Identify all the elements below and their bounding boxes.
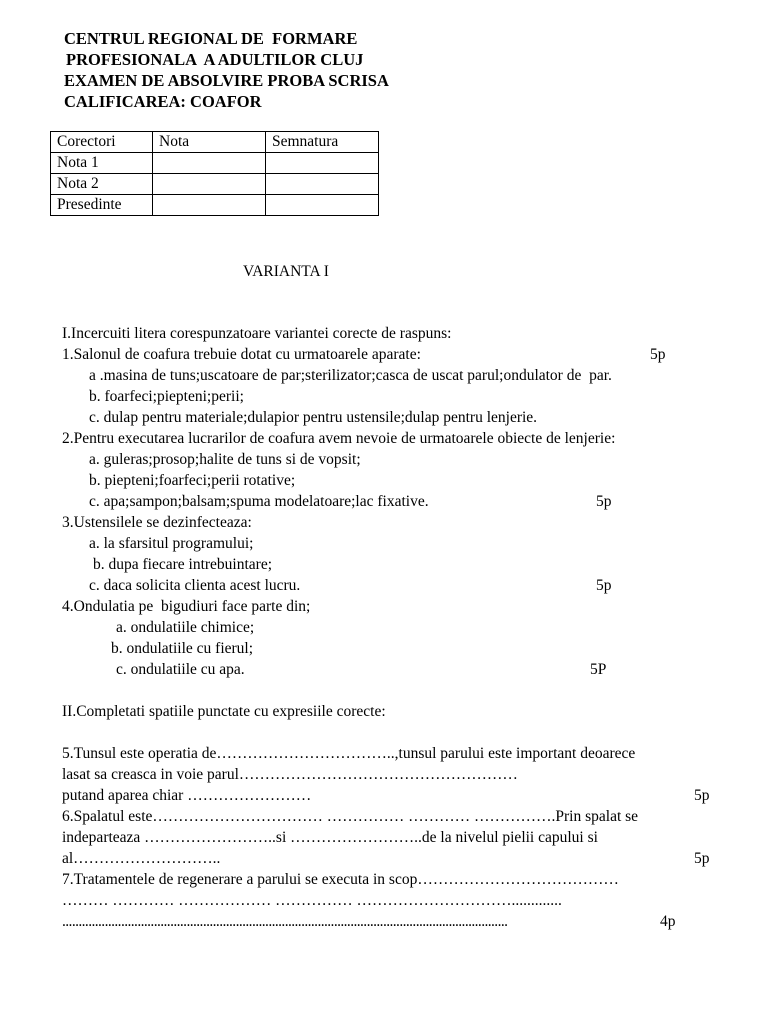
question-5-line2: lasat sa creasca in voie parul……………………………………………… bbox=[62, 766, 518, 783]
question-6-line3: al……………………….. bbox=[62, 850, 221, 867]
question-4-points: 5P bbox=[590, 661, 607, 678]
table-cell bbox=[153, 195, 266, 216]
q1-option-a: a .masina de tuns;uscatoare de par;sterilizator;casca de uscat parul;ondulator de par. bbox=[89, 367, 612, 384]
table-cell: Nota 1 bbox=[51, 153, 153, 174]
table-header: Nota bbox=[153, 132, 266, 153]
section1-instruction: I.Incercuiti litera corespunzatoare variantei corecte de raspuns: bbox=[62, 325, 452, 342]
q2-option-c: c. apa;sampon;balsam;spuma modelatoare;lac fixative. bbox=[89, 493, 429, 510]
q3-option-a: a. la sfarsitul programului; bbox=[89, 535, 254, 552]
table-cell bbox=[266, 174, 379, 195]
table-cell bbox=[266, 153, 379, 174]
q2-option-b: b. piepteni;foarfeci;perii rotative; bbox=[89, 472, 296, 489]
variant-title: VARIANTA I bbox=[243, 263, 329, 280]
question-6-line2: indeparteaza ……………………..si ……………………..de la nivelul pielii capului si bbox=[62, 829, 598, 846]
table-cell: Nota 2 bbox=[51, 174, 153, 195]
q1-option-b: b. foarfeci;piepteni;perii; bbox=[89, 388, 244, 405]
question-2-points: 5p bbox=[596, 493, 612, 510]
question-2: 2.Pentru executarea lucrarilor de coafura avem nevoie de urmatoarele obiecte de lenjerie: bbox=[62, 430, 616, 447]
question-5-points: 5p bbox=[694, 787, 710, 804]
table-header-row bbox=[51, 132, 379, 153]
question-5-line3: putand aparea chiar …………………… bbox=[62, 787, 312, 804]
table-header: Semnatura bbox=[266, 132, 379, 153]
question-3: 3.Ustensilele se dezinfecteaza: bbox=[62, 514, 252, 531]
question-7-points: 4p bbox=[660, 913, 676, 930]
section2-instruction: II.Completati spatiile punctate cu expresiile corecte: bbox=[62, 703, 386, 720]
question-7-line3: ........................................................................................................................................ bbox=[62, 913, 508, 930]
q2-option-a: a. guleras;prosop;halite de tuns si de vopsit; bbox=[89, 451, 361, 468]
question-6-line1: 6.Spalatul este…………………………… …………… ………… …………….Prin spalat se bbox=[62, 808, 639, 825]
question-3-points: 5p bbox=[596, 577, 612, 594]
table-cell bbox=[266, 195, 379, 216]
question-5-line1: 5.Tunsul este operatia de……………………………..,tunsul parului este important deoarece bbox=[62, 745, 636, 762]
table-row bbox=[51, 174, 379, 195]
question-4: 4.Ondulatia pe bigudiuri face parte din; bbox=[62, 598, 311, 615]
q4-option-a: a. ondulatiile chimice; bbox=[116, 619, 255, 636]
institution-name-cont: PROFESIONALA A ADULTILOR CLUJ bbox=[66, 50, 364, 69]
question-1: 1.Salonul de coafura trebuie dotat cu urmatoarele aparate: bbox=[62, 346, 421, 363]
institution-name: CENTRUL REGIONAL DE FORMARE bbox=[64, 29, 358, 48]
table-row bbox=[51, 195, 379, 216]
question-1-points: 5p bbox=[650, 346, 666, 363]
qualification: CALIFICAREA: COAFOR bbox=[64, 92, 262, 111]
table-cell bbox=[153, 153, 266, 174]
q4-option-b: b. ondulatiile cu fierul; bbox=[111, 640, 254, 657]
q3-option-c: c. daca solicita clienta acest lucru. bbox=[89, 577, 301, 594]
question-7-line2: ……… ………… ……………… …………… …………………………............. bbox=[62, 892, 562, 909]
q3-option-b: b. dupa fiecare intrebuintare; bbox=[93, 556, 273, 573]
exam-title: EXAMEN DE ABSOLVIRE PROBA SCRISA bbox=[64, 71, 389, 90]
grades-table bbox=[50, 131, 379, 216]
table-row bbox=[51, 153, 379, 174]
q1-option-c: c. dulap pentru materiale;dulapior pentru ustensile;dulap pentru lenjerie. bbox=[89, 409, 538, 426]
table-cell: Presedinte bbox=[51, 195, 153, 216]
table-cell bbox=[153, 174, 266, 195]
question-6-points: 5p bbox=[694, 850, 710, 867]
table-header: Corectori bbox=[51, 132, 153, 153]
question-7-line1: 7.Tratamentele de regenerare a parului se executa in scop………………………………… bbox=[62, 871, 619, 888]
q4-option-c: c. ondulatiile cu apa. bbox=[116, 661, 245, 678]
